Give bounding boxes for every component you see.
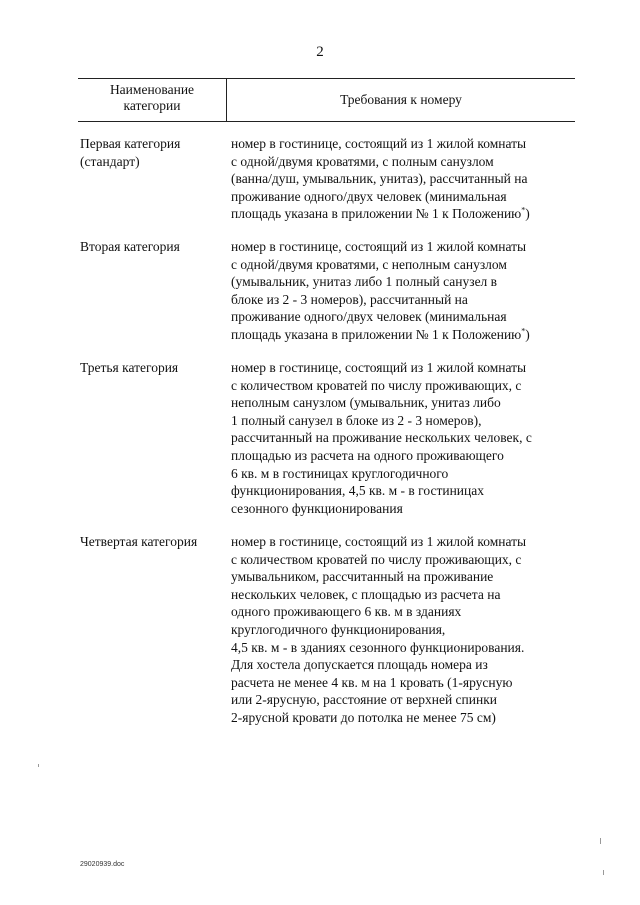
category-line: Вторая категория <box>80 239 180 254</box>
scan-speck <box>600 838 601 844</box>
requirements-line: с количеством кроватей по числу проживающих, с <box>231 377 522 393</box>
requirements-line: с количеством кроватей по числу проживающих, с <box>231 551 522 567</box>
scan-speck <box>603 870 604 875</box>
requirements-line: или 2-ярусную, расстояние от верхней спинки <box>231 692 498 708</box>
page-number: 2 <box>316 44 324 60</box>
requirements-line: (умывальник, унитаз либо 1 полный санузел в <box>231 274 498 290</box>
requirements-line: умывальником, рассчитанный на проживание <box>231 569 494 585</box>
requirements-line: проживание одного/двух человек (минимальная <box>231 188 507 204</box>
requirements-line: (ванна/душ, умывальник, унитаз), рассчитанный на <box>231 171 528 187</box>
category-line: (стандарт) <box>80 153 140 169</box>
closing-paren: ) <box>525 206 530 222</box>
requirements-column-header: Требования к номеру <box>340 92 462 107</box>
footnote-marker: * <box>521 205 526 215</box>
requirements-line: круглогодичного функционирования, <box>231 621 446 637</box>
category-header-line: Наименование <box>109 82 195 97</box>
requirements-line: 6 кв. м в гостиницах круглогодичного <box>231 465 449 481</box>
requirements-line: номер в гостинице, состоящий из 1 жилой комнаты <box>231 239 527 254</box>
requirements-line: нескольких человек, с площадью из расчета на <box>231 586 501 602</box>
requirements-line: 2-ярусной кровати до потолка не менее 75 см) <box>231 709 496 725</box>
category-line: Первая категория <box>80 136 181 151</box>
footnote-marker: * <box>521 326 526 336</box>
requirements-line: с одной/двумя кроватями, с неполным санузлом <box>231 256 507 272</box>
requirements-line: с одной/двумя кроватями, с полным санузлом <box>231 153 494 169</box>
requirements-line: номер в гостинице, состоящий из 1 жилой комнаты <box>231 136 527 151</box>
requirements-text <box>231 359 591 517</box>
requirements-line: проживание одного/двух человек (минимальная <box>231 309 507 325</box>
category-name <box>80 533 220 551</box>
requirements-line: неполным санузлом (умывальник, унитаз либо <box>231 395 501 411</box>
requirements-line <box>231 326 591 344</box>
requirements-line: одного проживающего 6 кв. м в зданиях <box>231 604 462 620</box>
requirements-line: номер в гостинице, состоящий из 1 жилой комнаты <box>231 534 527 549</box>
requirements-text <box>231 238 591 344</box>
footer-filename: 29020939.doc <box>80 861 125 868</box>
requirements-text <box>231 533 591 727</box>
scan-speck <box>38 764 39 767</box>
requirements-line: рассчитанный на проживание нескольких человек, с <box>231 430 532 446</box>
requirements-line-text: площадь указана в приложении № 1 к Положению <box>231 206 522 222</box>
category-column-header <box>78 82 226 114</box>
requirements-line: номер в гостинице, состоящий из 1 жилой комнаты <box>231 360 527 375</box>
category-name <box>80 359 220 377</box>
requirements-line: 4,5 кв. м - в зданиях сезонного функционирования. <box>231 639 525 655</box>
requirements-line: блоке из 2 - 3 номеров), рассчитанный на <box>231 291 468 307</box>
category-line: Четвертая категория <box>80 534 198 549</box>
category-line: Третья категория <box>80 360 179 375</box>
category-name <box>80 238 220 256</box>
requirements-line-text: площадь указана в приложении № 1 к Положению <box>231 326 522 342</box>
requirements-line: 1 полный санузел в блоке из 2 - 3 номеров), <box>231 412 482 428</box>
requirements-line: площадью из расчета на одного проживающего <box>231 447 504 463</box>
closing-paren: ) <box>525 326 530 342</box>
table-header <box>78 78 575 122</box>
category-header-line: категории <box>123 98 181 113</box>
requirements-line: сезонного функционирования <box>231 500 403 516</box>
requirements-line: расчета не менее 4 кв. м на 1 кровать (1-ярусную <box>231 674 513 690</box>
requirements-line <box>231 205 591 223</box>
requirements-line: функционирования, 4,5 кв. м - в гостиницах <box>231 483 484 499</box>
category-name <box>80 135 220 170</box>
requirements-line: Для хостела допускается площадь номера из <box>231 657 488 673</box>
requirements-text <box>231 135 591 223</box>
